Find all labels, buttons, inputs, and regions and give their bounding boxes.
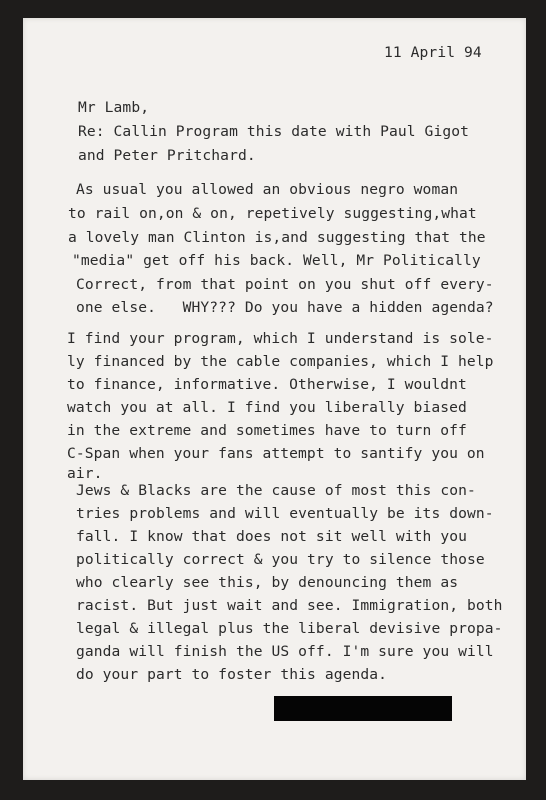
body-line: to finance, informative. Otherwise, I wouldnt xyxy=(67,376,467,393)
body-line: C-Span when your fans attempt to santify you on xyxy=(67,445,485,462)
letter-date: 11 April 94 xyxy=(384,44,482,61)
body-line: racist. But just wait and see. Immigration, both xyxy=(76,597,503,614)
salutation: Mr Lamb, xyxy=(78,99,150,116)
re-line: and Peter Pritchard. xyxy=(78,147,256,164)
body-line: a lovely man Clinton is,and suggesting that the xyxy=(68,229,486,246)
body-line: I find your program, which I understand is sole- xyxy=(67,330,494,347)
body-line: one else. WHY??? Do you have a hidden agenda? xyxy=(76,299,494,316)
re-line: Re: Callin Program this date with Paul Gigot xyxy=(78,123,469,140)
body-line: to rail on,on & on, repetively suggesting,what xyxy=(68,205,477,222)
body-line: air. xyxy=(67,465,103,482)
redaction-bar xyxy=(274,696,452,721)
body-line: politically correct & you try to silence those xyxy=(76,551,485,568)
body-line: tries problems and will eventually be its down- xyxy=(76,505,494,522)
body-line: Correct, from that point on you shut off every- xyxy=(76,276,494,293)
body-line: watch you at all. I find you liberally biased xyxy=(67,399,467,416)
body-line: ly financed by the cable companies, which I help xyxy=(67,353,494,370)
body-line: legal & illegal plus the liberal devisive propa- xyxy=(76,620,503,637)
body-line: Jews & Blacks are the cause of most this con- xyxy=(76,482,476,499)
body-line: fall. I know that does not sit well with you xyxy=(76,528,467,545)
body-line: ganda will finish the US off. I'm sure you will xyxy=(76,643,494,660)
body-line: As usual you allowed an obvious negro woman xyxy=(76,181,459,198)
body-line: do your part to foster this agenda. xyxy=(76,666,388,683)
body-line: "media" get off his back. Well, Mr Politically xyxy=(72,252,481,269)
body-line: who clearly see this, by denouncing them as xyxy=(76,574,459,591)
body-line: in the extreme and sometimes have to turn off xyxy=(67,422,467,439)
